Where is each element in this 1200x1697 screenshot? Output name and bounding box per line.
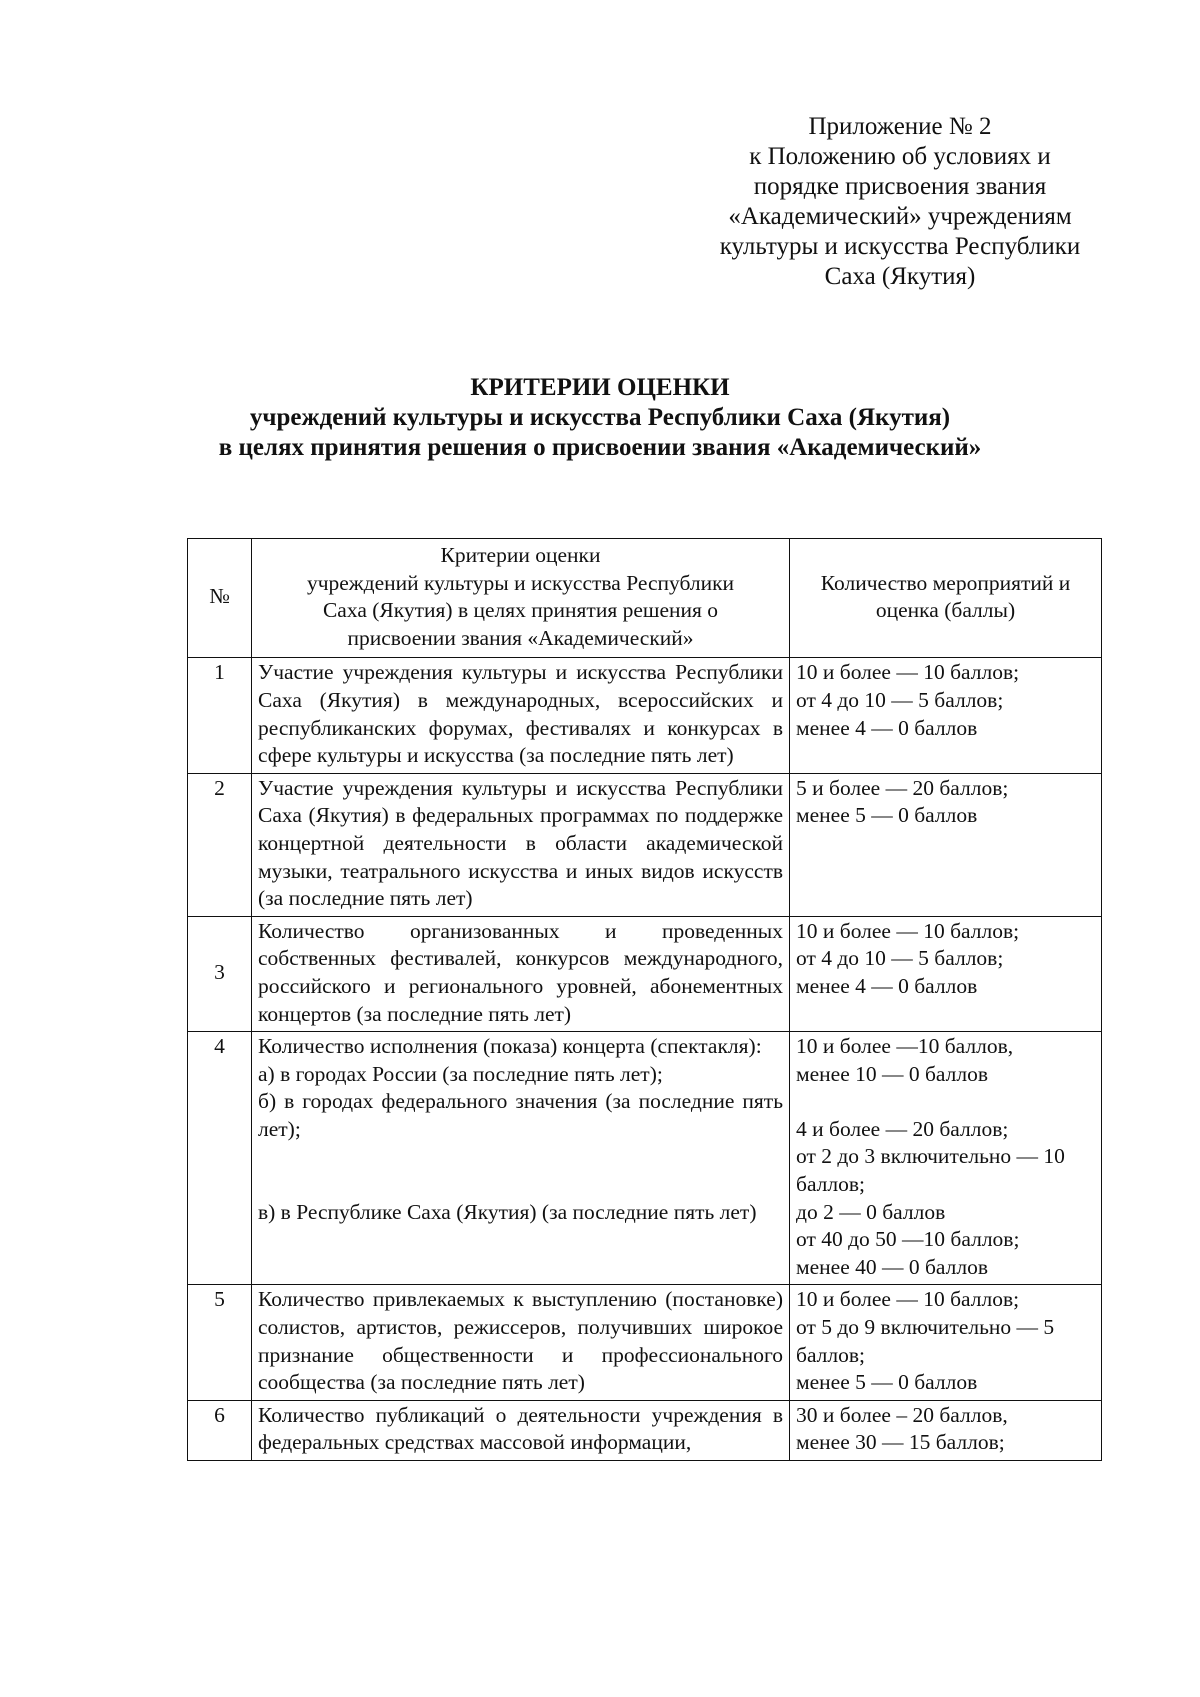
score-line: менее 4 — 0 баллов [796,973,978,998]
row-criteria: Количество организованных и проведенных собственных фестивалей, конкурсов международного, российского и регионального уровней, абонементных концертов (за последние пять лет) [252,916,790,1031]
header-criteria-line: учреждений культуры и искусства Республики [306,570,735,595]
score-line: до 2 — 0 баллов [796,1199,946,1224]
spacer [258,1143,783,1171]
score-line: 5 и более — 20 баллов; [796,775,1009,800]
title-line-2: учреждений культуры и искусства Республики Саха (Якутия) [249,404,951,431]
appendix-line: культуры и искусства Республики [719,233,1081,260]
appendix-line: к Положению об условиях и [749,143,1051,170]
score-line: от 4 до 10 — 5 баллов; [796,946,1004,971]
appendix-line: Саха (Якутия) [824,263,976,290]
row-number: 5 [188,1285,252,1400]
appendix-line: порядке присвоения звания [753,173,1047,200]
score-line: 4 и более — 20 баллов; [796,1116,1009,1141]
header-criteria-line: присвоении звания «Академический» [347,625,694,650]
header-score-line: Количество мероприятий и [820,570,1071,595]
score-line: от 4 до 10 — 5 баллов; [796,687,1004,712]
spacer [796,1088,1095,1116]
row-number: 4 [188,1032,252,1285]
row-number: 2 [188,773,252,916]
row-number: 1 [188,658,252,773]
document-title [0,373,1200,463]
table-row [188,1032,1102,1285]
spacer [258,1171,783,1199]
header-score [790,539,1102,658]
score-line: менее 5 — 0 баллов [796,1370,978,1395]
score-line: менее 40 — 0 баллов [796,1254,989,1279]
header-criteria-line: Саха (Якутия) в целях принятия решения о [322,598,719,623]
appendix-line: «Академический» учреждениям [728,203,1072,230]
score-line: 10 и более — 10 баллов; [796,660,1020,685]
criteria-intro: Количество исполнения (показа) концерта (спектакля): [258,1034,762,1059]
score-line: 10 и более — 10 баллов; [796,918,1020,943]
table-row [188,773,1102,916]
row-score [790,916,1102,1031]
criteria-item-b: б) в городах федерального значения (за последние пять лет); [258,1089,783,1141]
header-criteria [252,539,790,658]
header-criteria-line: Критерии оценки [440,543,601,567]
score-line: менее 30 — 15 баллов; [796,1430,1005,1455]
score-line: от 5 до 9 включительно — 5 [796,1315,1055,1340]
title-line-1: КРИТЕРИИ ОЦЕНКИ [470,374,730,401]
row-criteria [252,1032,790,1285]
score-line: от 40 до 50 —10 баллов; [796,1227,1020,1252]
row-number: 6 [188,1400,252,1460]
table-header-row [188,539,1102,658]
title-line-3: в целях принятия решения о присвоении звания «Академический» [218,434,982,461]
score-line: баллов; [796,1342,866,1367]
row-number: 3 [188,916,252,1031]
score-line: от 2 до 3 включительно — 10 [796,1144,1065,1169]
score-line: менее 4 — 0 баллов [796,715,978,740]
appendix-line: Приложение № 2 [808,113,992,140]
score-line: 10 и более — 10 баллов; [796,1287,1020,1312]
row-criteria: Участие учреждения культуры и искусства Республики Саха (Якутия) в международных, всероссийских и республиканских форумах, фестивалях и конкурсах в сфере культуры и искусства (за последние пять лет) [252,658,790,773]
row-criteria: Участие учреждения культуры и искусства Республики Саха (Якутия) в федеральных программах по поддержке концертной деятельности в области академической музыки, театрального искусства и иных видов искусств (за последние пять лет) [252,773,790,916]
score-line: менее 10 — 0 баллов [796,1061,989,1086]
header-score-line: оценка (баллы) [875,598,1016,623]
table-row [188,916,1102,1031]
row-score [790,1400,1102,1460]
appendix-header [665,112,1135,292]
table-row [188,1285,1102,1400]
criteria-item-a: а) в городах России (за последние пять лет); [258,1061,663,1086]
criteria-table [187,538,1102,1461]
table-row [188,658,1102,773]
row-score [790,1285,1102,1400]
score-line: 30 и более – 20 баллов, [796,1402,1008,1427]
row-score [790,1032,1102,1285]
row-score [790,773,1102,916]
header-num: № [188,539,252,658]
row-criteria: Количество привлекаемых к выступлению (постановке) солистов, артистов, режиссеров, получивших широкое признание общественности и профессионального сообщества (за последние пять лет) [252,1285,790,1400]
row-score [790,658,1102,773]
score-line: менее 5 — 0 баллов [796,803,978,828]
criteria-item-c: в) в Республике Саха (Якутия) (за последние пять лет) [258,1199,757,1224]
score-line: 10 и более —10 баллов, [796,1034,1014,1059]
table-row [188,1400,1102,1460]
row-criteria: Количество публикаций о деятельности учреждения в федеральных средствах массовой информации, [252,1400,790,1460]
score-line: баллов; [796,1172,866,1197]
